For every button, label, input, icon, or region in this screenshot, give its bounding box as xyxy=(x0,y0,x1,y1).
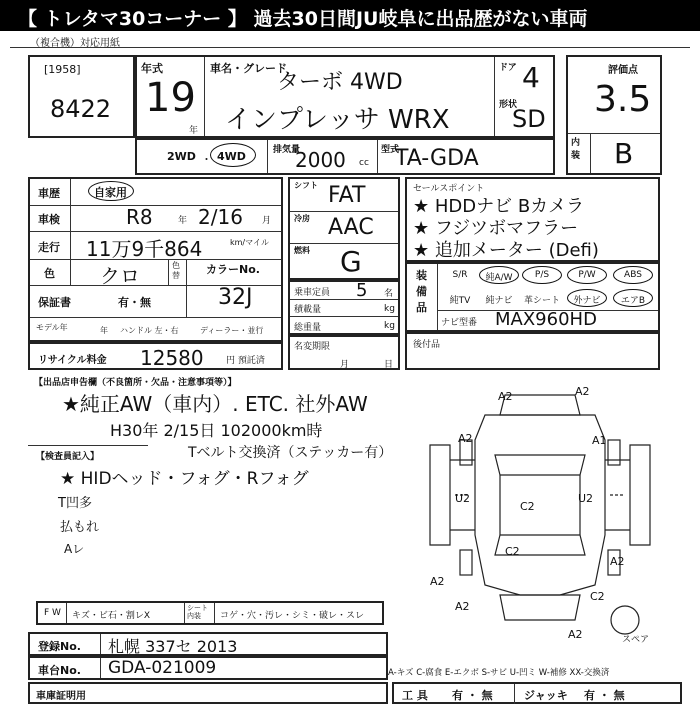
sales-label: セールスポイント xyxy=(413,184,485,194)
model-name: インプレッサ WRX xyxy=(225,105,450,135)
year-label: 年式 xyxy=(141,62,163,75)
fw-row xyxy=(36,601,384,625)
sheet-subtitle: （複合機）対応用紙 xyxy=(30,38,120,49)
model-year-label: モデル年 xyxy=(36,323,68,332)
sales-point-2: ★ フジツボマフラー xyxy=(413,218,579,239)
damage-mark-6: U2 xyxy=(578,492,594,505)
reg-label: 登録No. xyxy=(38,640,81,653)
damage-mark-4: A1 xyxy=(592,434,607,447)
warranty-label: 保証書 xyxy=(38,296,71,309)
chassis-value: GDA-021009 xyxy=(108,658,217,678)
reg-value: 札幌 337セ 2013 xyxy=(108,637,238,656)
spare-label: スペア xyxy=(622,635,650,645)
jack-label: ジャッキ xyxy=(524,689,568,702)
history-label: 車歴 xyxy=(38,187,60,200)
weight-unit: kg xyxy=(384,321,395,331)
recycle-value: 12580 xyxy=(140,346,204,370)
aftermarket-block xyxy=(405,332,660,370)
remarks-line-2: H30年 2/15日 102000km時 xyxy=(110,421,323,440)
car-damage-diagram xyxy=(410,385,670,645)
equip-ext-navi: 外ナビ xyxy=(573,296,601,306)
shift-label: シフト xyxy=(294,181,318,190)
recycle-row xyxy=(28,342,283,370)
load-unit: kg xyxy=(384,304,395,314)
inspector-line-1: ★ HIDヘッド・フォグ・Rフォグ xyxy=(60,469,309,489)
damage-legend: A-キズ C-腐食 E-エクボ S-サビ U-凹ミ W-補修 XX-交換済 xyxy=(388,668,610,678)
inspection-year: 年 xyxy=(178,216,188,226)
displacement-label: 排気量 xyxy=(273,145,301,155)
score-value: 3.5 xyxy=(594,79,652,120)
aftermarket-label: 後付品 xyxy=(413,340,441,350)
displacement-unit: cc xyxy=(359,158,369,168)
capacity-unit: 名 xyxy=(384,289,394,299)
drive-row: 2WD ・ 4WD 排気量 2000 cc 型式 TA-GDA xyxy=(135,138,555,175)
damage-mark-1: A2 xyxy=(498,390,513,403)
handle-label: ハンドル 左・右 xyxy=(120,326,179,335)
tools-row xyxy=(392,682,682,704)
shape-label: 形状 xyxy=(499,100,518,110)
lot-box xyxy=(28,55,135,138)
warranty-value: 有・無 xyxy=(118,296,151,309)
shift-value: FAT xyxy=(328,183,366,208)
mileage-unit: km/マイル xyxy=(230,238,269,247)
load-label: 積載量 xyxy=(294,305,322,315)
sales-point-1: ★ HDDナビ Bカメラ xyxy=(413,196,585,217)
door-value: 4 xyxy=(522,61,540,94)
cert-label: 車庫証明用 xyxy=(36,691,86,702)
mileage-value: 11万9千864 xyxy=(86,237,203,261)
top-banner xyxy=(0,0,700,31)
inspector-label: 【検査員記入】 xyxy=(36,452,100,462)
tools-label: 工 具 xyxy=(402,689,428,702)
banner-text: 【 トレタマ30コーナー 】 過去30日間JU岐阜に出品歴がない車両 xyxy=(18,8,588,30)
inspection-month: 月 xyxy=(262,216,272,226)
lot-number: 8422 xyxy=(50,95,112,123)
fuel-value: G xyxy=(340,245,362,278)
type-label: 型式 xyxy=(381,145,400,155)
weight-label: 総重量 xyxy=(294,323,322,333)
jack-value: 有 ・ 無 xyxy=(584,689,625,702)
history-value: 自家用 xyxy=(94,186,127,199)
capacity-block xyxy=(288,280,400,335)
remarks-block xyxy=(28,375,278,388)
equip-leather: 革シート xyxy=(523,296,560,306)
damage-mark-13: A2 xyxy=(568,628,583,641)
recycle-label: リサイクル料金 xyxy=(38,355,107,366)
damage-mark-10: A2 xyxy=(455,600,470,613)
cert-row xyxy=(28,682,388,704)
equip-ps: P/S xyxy=(534,270,550,280)
remarks-label: 【出品店申告欄（不良箇所・欠品・注意事項等）】 xyxy=(34,378,237,388)
color-no-label: カラーNo. xyxy=(206,263,260,276)
damage-mark-3: A2 xyxy=(458,432,473,445)
stock-id: [1958] xyxy=(44,63,81,76)
recycle-unit: 円 預託済 xyxy=(226,356,265,366)
equipment-label: 装備品 xyxy=(416,269,427,314)
title-change-label: 名変期限 xyxy=(294,342,331,352)
seat-text: コゲ・穴・汚レ・シミ・破レ・スレ xyxy=(220,611,365,621)
capacity-label: 乗車定員 xyxy=(294,288,331,298)
equip-abs: ABS xyxy=(624,270,642,280)
title-change-block xyxy=(288,335,400,370)
damage-mark-2: A2 xyxy=(575,385,590,398)
inspector-line-3: 払もれ xyxy=(60,520,100,535)
chassis-label: 車台No. xyxy=(38,664,81,677)
color-no-value: 32J xyxy=(218,285,253,310)
equip-pw: P/W xyxy=(578,270,596,280)
damage-mark-8: C2 xyxy=(505,545,520,558)
equip-alloy: 純A/W xyxy=(485,273,513,283)
drive-4wd: 4WD xyxy=(217,150,246,163)
type-value: TA-GDA xyxy=(395,146,479,171)
score-box xyxy=(566,55,662,175)
remarks-line-1: ★純正AW（車内）. ETC. 社外AW xyxy=(62,392,368,416)
title-change-month: 月 xyxy=(340,360,350,370)
seat-label: シート内装 xyxy=(187,604,208,620)
vehicle-box: 年式 19 年 車名・グレード ターボ 4WD インプレッサ WRX ドア 4 形状 SD xyxy=(135,55,555,138)
remarks-line-3: Tベルト交換済（ステッカー有） xyxy=(188,445,393,461)
damage-mark-7: C2 xyxy=(520,500,535,513)
inspection-date: 2/16 xyxy=(198,205,243,229)
year-value: 19 xyxy=(145,75,196,121)
color-label: 色 xyxy=(44,267,55,280)
chassis-row xyxy=(28,656,388,680)
title-change-day: 日 xyxy=(384,360,394,370)
grade-value: ターボ 4WD xyxy=(277,70,403,95)
tools-value: 有 ・ 無 xyxy=(452,689,493,702)
interior-label: 内装 xyxy=(571,138,581,161)
score-label: 評価点 xyxy=(608,65,638,76)
damage-mark-5: U2 xyxy=(455,492,471,505)
fuel-label: 燃料 xyxy=(294,246,310,255)
mileage-label: 走行 xyxy=(38,241,60,254)
ac-value: AAC xyxy=(328,215,374,240)
inspection-label: 車検 xyxy=(38,213,60,226)
equip-navi: 純ナビ xyxy=(485,296,513,306)
equipment-block xyxy=(405,262,660,332)
navi-label: ナビ型番 xyxy=(441,318,478,328)
damage-mark-11: C2 xyxy=(590,590,605,603)
fw-label: F W xyxy=(44,608,61,618)
sales-block xyxy=(405,177,660,262)
inspector-line-2: T凹多 xyxy=(58,496,92,511)
navi-value: MAX960HD xyxy=(495,309,597,330)
sales-point-3: ★ 追加メーター (Defi) xyxy=(413,240,599,261)
equip-sr: S/R xyxy=(452,270,468,280)
capacity-value: 5 xyxy=(356,280,368,301)
interior-value: B xyxy=(614,137,634,170)
dealer-label: ディーラー・並行 xyxy=(200,326,264,335)
inspector-line-4: Aレ xyxy=(64,542,85,556)
ac-label: 冷房 xyxy=(294,214,310,223)
color-change: 色替 xyxy=(172,261,180,280)
reg-row xyxy=(28,632,388,656)
drive-2wd: 2WD xyxy=(167,150,196,163)
fw-text: キズ・ビ石・割レX xyxy=(72,611,150,621)
damage-mark-12: A2 xyxy=(610,555,625,568)
details-block: 車歴 自家用 車検 R8 年 2/16 月 走行 11万9千864 km/マイル 色 クロ 色替 カラーNo. 32J 保証書 有・無 モデル年 年 ハンドル 左・右 ディーラー・並行 xyxy=(28,177,283,342)
equip-tv: 純TV xyxy=(449,296,471,306)
inspection-value: R8 xyxy=(126,205,153,229)
equip-airbag: エアB xyxy=(620,296,646,306)
shape-value: SD xyxy=(512,105,546,133)
name-label: 車名・グレード xyxy=(210,62,287,75)
displacement-value: 2000 xyxy=(295,148,346,172)
door-label: ドア xyxy=(499,63,517,73)
damage-mark-9: A2 xyxy=(430,575,445,588)
shift-block xyxy=(288,177,400,280)
color-value: クロ xyxy=(100,264,140,288)
